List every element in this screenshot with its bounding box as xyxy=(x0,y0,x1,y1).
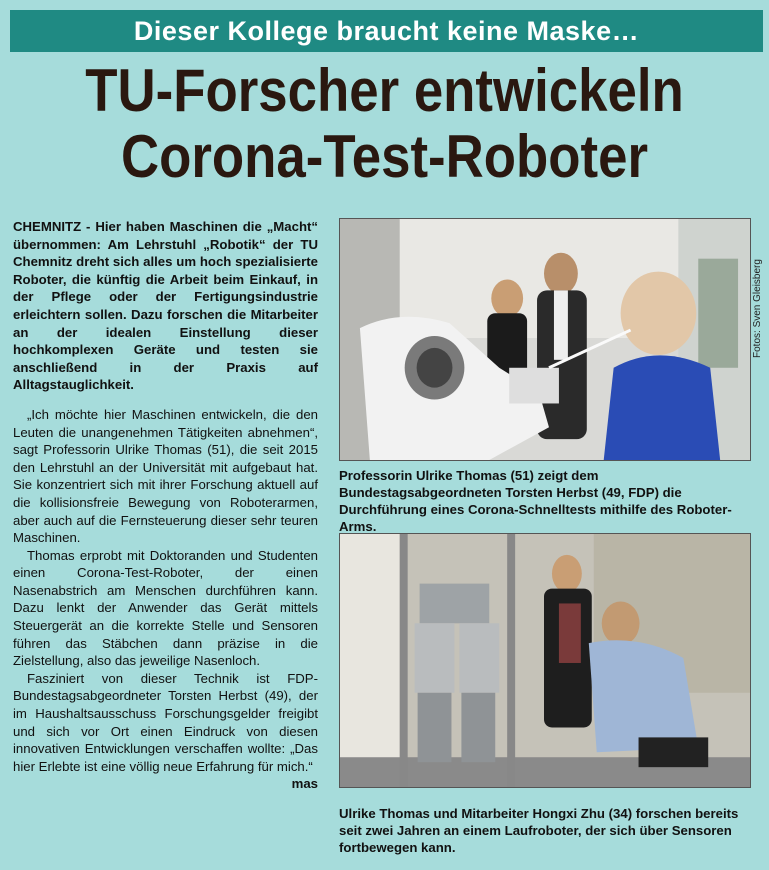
paragraph-3-text: Fasziniert von dieser Technik ist FDP-Bundestagsabgeordneter Torsten Herbst (49), der im Haushaltsausschuss Forschungsgelder freigibt und sich vor Ort einen Eindruck von diesen innovativen Entwicklungen verschaffen wollte: „Das hier Erlebte ist eine völlig neue Erfahrung für mich.“ xyxy=(13,670,318,774)
caption-top: Professorin Ulrike Thomas (51) zeigt dem Bundestagsabgeordneten Torsten Herbst (49, FDP) die Durchführung eines Corona-Schnelltests mithilfe des Roboter-Arms. xyxy=(339,468,732,534)
kicker-banner: Dieser Kollege braucht keine Maske… xyxy=(10,10,763,52)
caption-bottom: Ulrike Thomas und Mitarbeiter Hongxi Zhu (34) forschen bereits seit zwei Jahren an einem Laufroboter, der sich über Sensoren fortbewegen kann. xyxy=(339,806,739,855)
article-lead xyxy=(13,218,318,394)
headline-line-1: TU-Forscher entwickeln xyxy=(85,57,684,124)
dateline: CHEMNITZ - xyxy=(13,219,91,234)
author-initials: mas xyxy=(291,776,318,792)
photo-credit: Fotos: Sven Gleisberg xyxy=(752,259,763,358)
photo-walking-robot xyxy=(339,533,751,788)
article-paragraph-2: Thomas erprobt mit Doktoranden und Studenten einen Corona-Test-Roboter, der einen Nasenabstrich am Menschen durchführen kann. Dazu lenkt der Anwender das Gerät mittels Steuergerät an die korrekte Stelle und Sensoren führen das Stäbchen dann präzise in die Zielstellung, also das jeweilige Nasenloch. xyxy=(13,547,318,669)
lead-text: Hier haben Maschinen die „Macht“ übernommen: Am Lehrstuhl „Robotik“ der TU Chemnitz dreht sich alles um hoch spezialisierte Roboter, die künftig die Arbeit beim Einkauf, in der Pflege oder der Fertigungsindustrie erleichtern sollen. Dazu forschen die Mitarbeiter an der idealen Einstellung dieser hochkomplexen Geräte und testen sie anschließend in der Praxis auf Alltagstauglichkeit. xyxy=(13,219,318,393)
article-paragraph-3 xyxy=(13,670,318,792)
article-body xyxy=(13,218,318,793)
photo-walking-robot-image xyxy=(340,534,750,787)
headline-line-2: Corona-Test-Roboter xyxy=(120,123,648,190)
headline xyxy=(46,58,723,190)
photo-robot-arm xyxy=(339,218,751,461)
photo-robot-arm-image xyxy=(340,219,750,460)
article-paragraph-1: „Ich möchte hier Maschinen entwickeln, die den Leuten die unangenehmen Tätigkeiten abnehmen“, sagt Professorin Ulrike Thomas (51), die seit 2015 den Lehrstuhl an der Universität mit aufgebaut hat. Sie konzentriert sich mit ihrer Forschung aktuell auf die kollisionsfreie Bewegung von Roboterarmen, aber auch auf die Fernsteuerung dieser sehr teuren Maschinen. xyxy=(13,406,318,546)
